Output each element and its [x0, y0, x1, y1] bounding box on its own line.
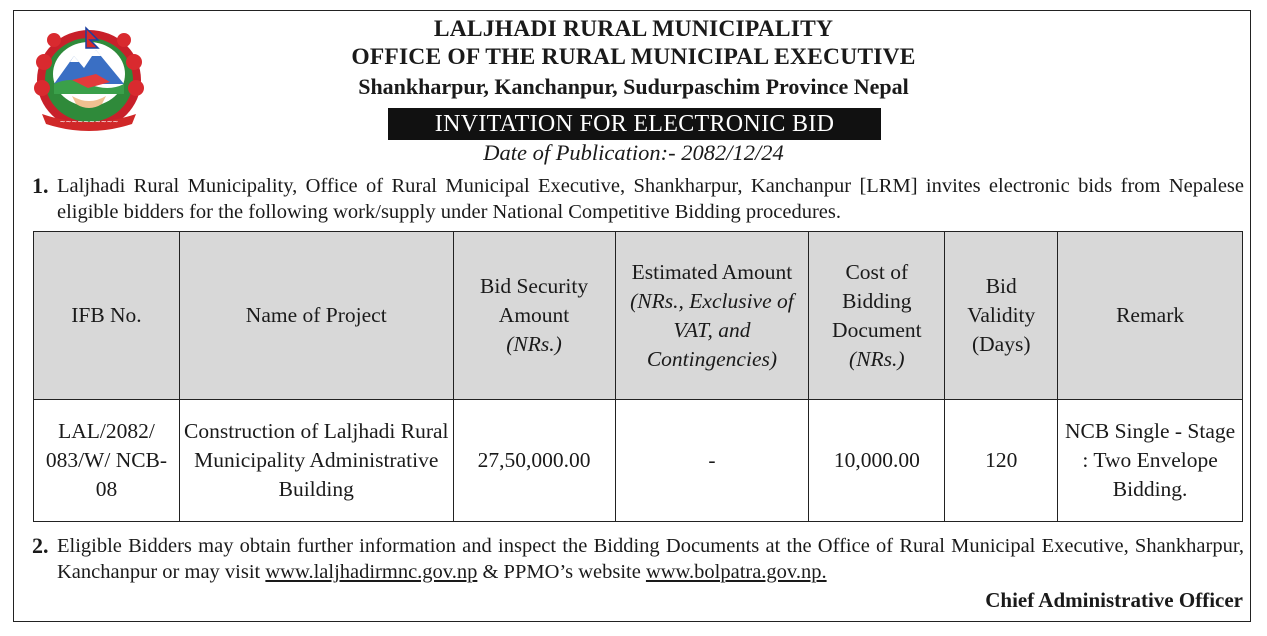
paragraph-2: [32, 533, 1244, 585]
municipality-website-link[interactable]: www.laljhadirmnc.gov.np: [265, 561, 478, 583]
header-ifb-no: IFB No.: [34, 232, 180, 400]
cell-cost-of-document: 10,000.00: [809, 400, 945, 522]
paragraph-2-text-middle: & PPMO’s website: [477, 561, 646, 583]
header-bid-validity: Bid Validity (Days): [945, 232, 1058, 400]
cell-estimated-amount: -: [615, 400, 809, 522]
paragraph-2-text: [57, 533, 1244, 585]
paragraph-2-number: 2.: [32, 533, 49, 558]
svg-text:~~~~~~~~~~: ~~~~~~~~~~: [59, 118, 119, 126]
header-bid-security-label: Bid Security Amount: [480, 274, 589, 327]
paragraph-1-number: 1.: [32, 173, 49, 198]
office-address: Shankharpur, Kanchanpur, Sudurpaschim Province Nepal: [358, 74, 909, 99]
paragraph-1: [32, 173, 1244, 225]
cell-bid-security: 27,50,000.00: [453, 400, 615, 522]
signatory-title: Chief Administrative Officer: [985, 588, 1243, 612]
header-estimated-note: (NRs., Exclusive of VAT, and Contingencies): [630, 288, 794, 371]
bid-table: [33, 231, 1243, 522]
table-row: [34, 400, 1243, 522]
office-name: OFFICE OF THE RURAL MUNICIPAL EXECUTIVE: [351, 44, 916, 70]
cell-ifb-no: LAL/2082/ 083/W/ NCB-08: [34, 400, 180, 522]
header-cost-of-document: [809, 232, 945, 400]
header-project-name: Name of Project: [179, 232, 453, 400]
header-cost-unit: (NRs.): [849, 346, 905, 371]
publication-date: Date of Publication:- 2082/12/24: [483, 140, 784, 165]
notice-title-banner: INVITATION FOR ELECTRONIC BID: [388, 108, 881, 140]
header-remark: Remark: [1058, 232, 1243, 400]
cell-bid-validity: 120: [945, 400, 1058, 522]
header-bid-security: [453, 232, 615, 400]
table-header-row: [34, 232, 1243, 400]
cell-project-name: Construction of Laljhadi Rural Municipality Administrative Building: [179, 400, 453, 522]
paragraph-2-text-start: Eligible Bidders may obtain further information and inspect the Bidding Documents at the Office of Rural Municipal Executive, Shankharpur, Kanchanpur or may visit: [57, 535, 1244, 583]
municipality-name: LALJHADI RURAL MUNICIPALITY: [433, 16, 834, 42]
cell-remark: NCB Single - Stage : Two Envelope Bidding.: [1058, 400, 1243, 522]
header-estimated-label: Estimated Amount: [631, 259, 793, 284]
paragraph-1-text: Laljhadi Rural Municipality, Office of Rural Municipal Executive, Shankharpur, Kanchanpur [LRM] invites electronic bids from Nepalese eligible bidders for the following work/supply under National Competitive Bidding procedures.: [57, 175, 1244, 223]
header-cost-label: Cost of Bidding Document: [832, 259, 922, 342]
header-bid-security-unit: (NRs.): [506, 332, 562, 356]
bolpatra-website-link[interactable]: www.bolpatra.gov.np.: [645, 561, 827, 583]
header-estimated-amount: [615, 232, 809, 400]
